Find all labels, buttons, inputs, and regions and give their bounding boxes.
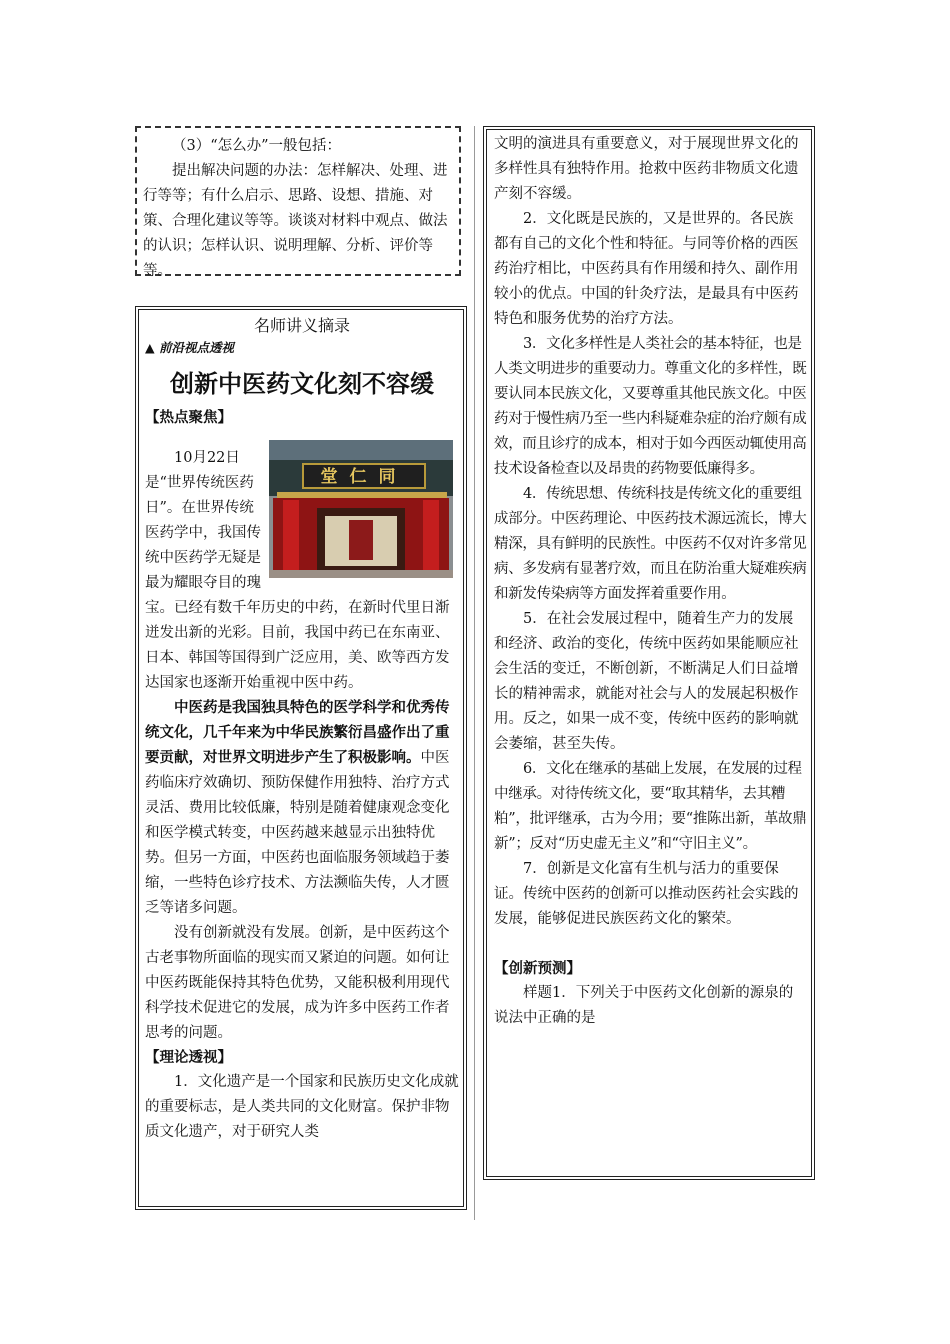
frontier-label: ▲ 前沿视点透视 <box>145 340 234 355</box>
theory-point-4: 4．传统思想、传统科技是传统文化的重要组成部分。中医药理论、中医药技术源远流长，博大精深，具有鲜明的民族性。中医药不仅对许多常见病、多发病有显著疗效，而且在防治重大疑难疾病和新发传染病等方面发挥着重要作用。 <box>494 486 807 602</box>
tongrentang-photo <box>269 440 453 578</box>
theory-point-1-end: 文明的演进具有重要意义，对于展现世界文化的多样性具有独特作用。抢救中医药非物质文化遗产刻不容缓。 <box>494 136 799 202</box>
hot-paragraph-1: 10月22日是“世界传统医药日”。在世界传统医药学中，我国传统中医药学无疑是最为耀眼夺目的瑰宝。已经有数千年历史的中药，在新时代里日渐迸发出新的光彩。目前，我国中药已在东南亚、日本、韩国等国得到广泛应用，美、欧等西方发达国家也逐渐开始重视中医中药。 <box>145 450 450 691</box>
method-box <box>135 126 461 279</box>
hot-paragraph-3: 没有创新就没有发展。创新，是中医药这个古老事物所面临的现实而又紧迫的问题。如何让中医药既能保持其特色优势，又能积极利用现代科学技术促进它的发展，成为许多中医药工作者思考的问题。 <box>145 925 450 1041</box>
theory-point-3: 3．文化多样性是人类社会的基本特征，也是人类文明进步的重要动力。尊重文化的多样性，既要认同本民族文化，又要尊重其他民族文化。中医药对于慢性病乃至一些内科疑难杂症的治疗颇有成效，而且诊疗的成本，相对于如今西医动辄使用高技术设备检查以及昂贵的药物要低廉得多。 <box>494 336 807 477</box>
theory-point-6: 6．文化在继承的基础上发展，在发展的过程中继承。对待传统文化，要“取其精华，去其糟粕”，批评继承，古为今用；要“推陈出新，革故鼎新”；反对“历史虚无主义”和“守旧主义”。 <box>494 761 807 852</box>
hot-focus-label: 【热点聚焦】 <box>145 410 232 426</box>
tongrentang-gate-image <box>269 440 453 578</box>
lecture-title: 名师讲义摘录 <box>253 316 350 335</box>
theory-label: 【理论透视】 <box>145 1050 232 1066</box>
theory-point-1-start: 1．文化遗产是一个国家和民族历史文化成就的重要标志，是人类共同的文化财富。保护非物质文化遗产，对于研究人类 <box>145 1074 459 1140</box>
column-divider <box>474 126 475 1220</box>
headline: 创新中医药文化刻不容缓 <box>170 370 434 398</box>
method-heading: （3）“怎么办”一般包括： <box>172 138 342 154</box>
lecture-panel <box>138 309 464 1207</box>
method-body: 提出解决问题的办法：怎样解决、处理、进行等等；有什么启示、思路、设想、措施、对策、合理化建议等等。谈谈对材料中观点、做法的认识；怎样认识、说明理解、分析、评价等等。 <box>143 163 448 279</box>
theory-point-7: 7．创新是文化富有生机与活力的重要保证。传统中医药的创新可以推动医药社会实践的发展，能够促进民族医药文化的繁荣。 <box>494 861 799 927</box>
continuation-panel <box>486 129 812 1177</box>
theory-point-5: 5．在社会发展过程中，随着生产力的发展和经济、政治的变化，传统中医药如果能顺应社会生活的变迁，不断创新，不断满足人们日益增长的精神需求，就能对社会与人的发展起积极作用。反之，如果一成不变，传统中医药的影响就会萎缩，甚至失传。 <box>494 611 799 752</box>
prediction-label: 【创新预测】 <box>494 961 581 977</box>
hot-paragraph-2-rest: 中医药临床疗效确切、预防保健作用独特、治疗方式灵活、费用比较低廉，特别是随着健康观念变化和医学模式转变，中医药越来越显示出独特优势。但另一方面，中医药也面临服务领域趋于萎缩，一些特色诊疗技术、方法濒临失传，人才匮乏等诸多问题。 <box>145 750 450 916</box>
hot-paragraph-2-bold: 中医药是我国独具特色的医学科学和优秀传统文化，几千年来为中华民族繁衍昌盛作出了重要贡献，对世界文明进步产生了积极影响。 <box>145 700 450 766</box>
prediction-question-1: 样题1．下列关于中医药文化创新的源泉的说法中正确的是 <box>494 985 794 1026</box>
photo-sign-text: 堂仁同 <box>320 467 408 487</box>
theory-point-2: 2．文化既是民族的，又是世界的。各民族都有自己的文化个性和特征。与同等价格的西医药治疗相比，中医药具有作用缓和持久、副作用较小的优点。中国的针灸疗法，是最具有中医药特色和服务优势的治疗方法。 <box>494 211 799 327</box>
hot-paragraph-2 <box>145 696 459 921</box>
